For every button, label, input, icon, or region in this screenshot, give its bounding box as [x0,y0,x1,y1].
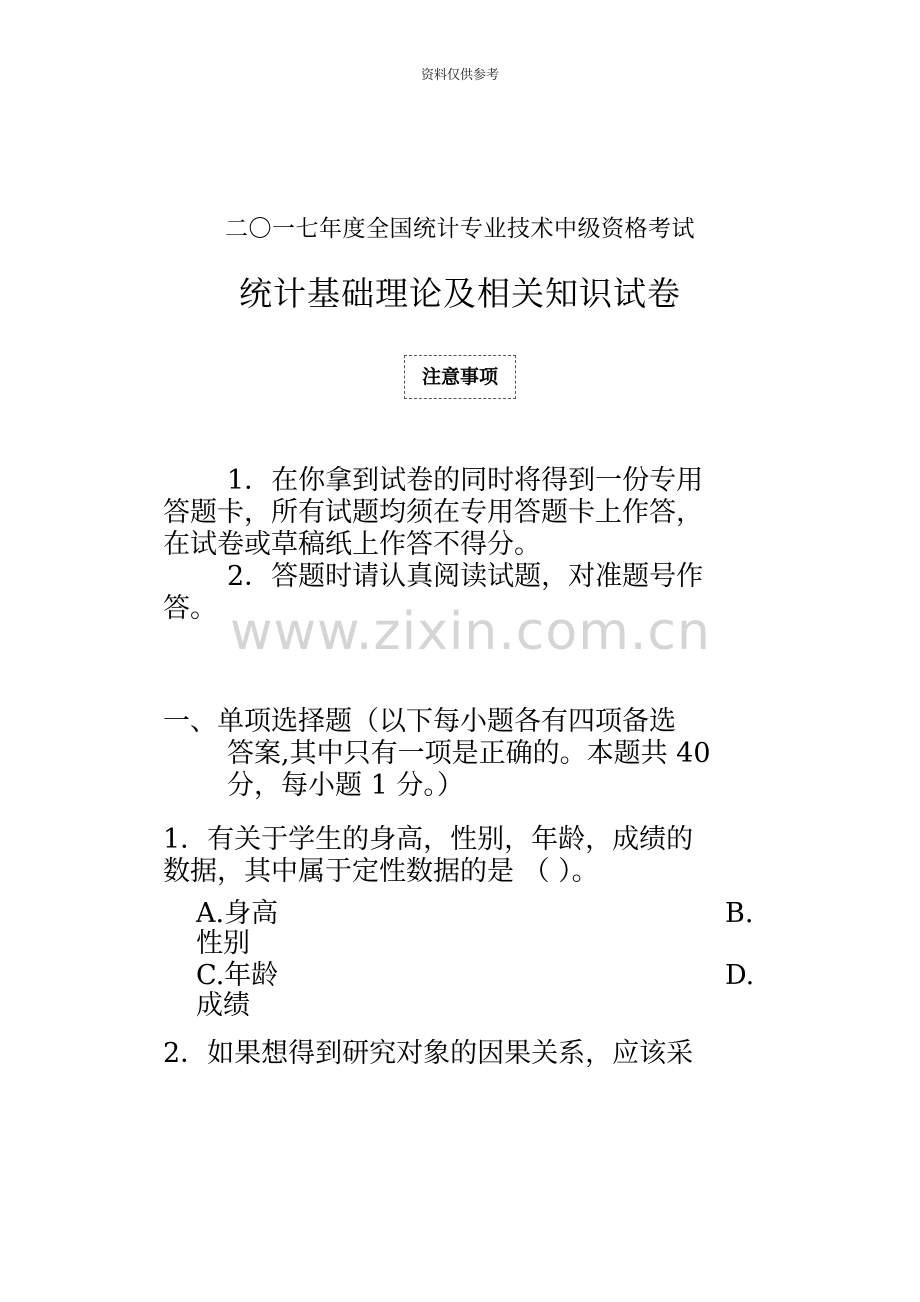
question-1-option-d-text: 成绩 [196,990,250,1021]
paper-title: 统计基础理论及相关知识试卷 [239,274,681,313]
section-1-line-2: 答案,其中只有一项是正确的。本题共 40 [227,738,711,769]
question-1-option-b-text: 性别 [196,928,250,959]
watermark: www.zixin.com.cn [230,602,711,662]
section-1-line-1: 一、单项选择题（以下每小题各有四项备选 [163,706,676,737]
notice-heading: 注意事项 [404,355,516,399]
notice-item-1-line-1: 1．在你拿到试卷的同时将得到一份专用 [227,465,704,496]
notice-item-2-line-2: 答。 [163,593,217,624]
notice-item-1-line-2: 答题卡，所有试题均须在专用答题卡上作答， [163,497,703,528]
question-1-option-a: A.身高 [196,898,279,929]
header-note: 资料仅供参考 [420,68,499,83]
question-1-option-c: C.年龄 [196,960,279,991]
notice-item-2-line-1: 2．答题时请认真阅读试题，对准题号作 [227,561,704,592]
section-1-line-3: 分，每小题 1 分。） [227,770,464,801]
question-1-line-2: 数据，其中属于定性数据的是 （ ）。 [163,856,599,887]
notice-item-1-line-3: 在试卷或草稿纸上作答不得分。 [163,529,541,560]
question-1-option-b-label: B. [725,898,754,929]
question-2-line-1: 2．如果想得到研究对象的因果关系，应该采 [163,1038,694,1069]
question-1-option-d-label: D. [725,960,755,991]
question-1-line-1: 1．有关于学生的身高，性别，年龄，成绩的 [163,824,694,855]
exam-title: 二〇一七年度全国统计专业技术中级资格考试 [225,216,695,242]
